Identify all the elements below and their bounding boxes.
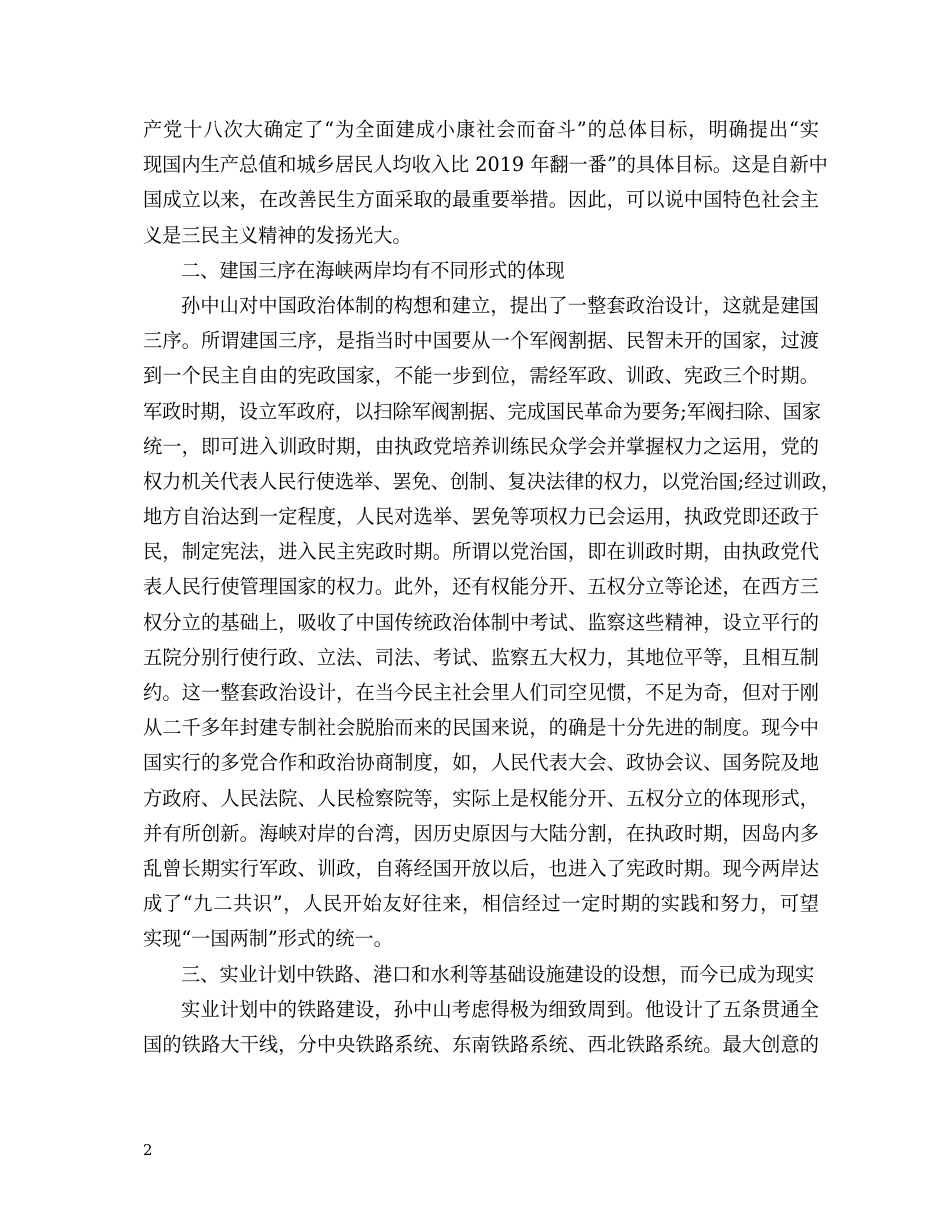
text-line: 国实行的多党合作和政治协商制度，如，人民代表大会、政协会议、国务院及地 <box>143 751 819 775</box>
text-line: 国的铁路大干线，分中央铁路系统、东南铁路系统、西北铁路系统。最大创意的 <box>143 1032 819 1056</box>
text-line: 表人民行使管理国家的权力。此外，还有权能分开、五权分立等论述，在西方三 <box>143 575 819 599</box>
page-number: 2 <box>143 1141 153 1159</box>
text-line: 军政时期，设立军政府，以扫除军阀割据、完成国民革命为要务;军阀扫除、国家 <box>143 399 822 423</box>
text-line: 约。这一整套政治设计，在当今民主社会里人们司空见惯，不足为奇，但对于刚 <box>143 681 819 704</box>
text-line: 义是三民主义精神的发扬光大。 <box>143 223 412 247</box>
text-line: 五院分别行使行政、立法、司法、考试、监察五大权力，其地位平等，且相互制 <box>143 645 819 669</box>
text-line: 国成立以来，在改善民生方面采取的最重要举措。因此，可以说中国特色社会主 <box>143 188 819 212</box>
text-line: 产党十八次大确定了“为全面建成小康社会而奋斗”的总体目标，明确提出“实 <box>143 118 819 141</box>
section-heading: 三、实业计划中铁路、港口和水利等基础设施建设的设想，而今已成为现实 <box>181 962 815 986</box>
text-line: 从二千多年封建专制社会脱胎而来的民国来说，的确是十分先进的制度。现今中 <box>143 716 819 740</box>
text-line: 实业计划中的铁路建设，孙中山考虑得极为细致周到。他设计了五条贯通全 <box>181 997 819 1021</box>
section-heading: 二、建国三序在海峡两岸均有不同形式的体现 <box>181 258 565 282</box>
text-line: 并有所创新。海峡对岸的台湾，因历史原因与大陆分割，在执政时期，因岛内多 <box>143 821 819 845</box>
text-line: 乱曾长期实行军政、训政，自蒋经国开放以后，也进入了宪政时期。现今两岸达 <box>143 856 819 880</box>
text-line: 民，制定宪法，进入民主宪政时期。所谓以党治国，即在训政时期，由执政党代 <box>143 540 819 564</box>
text-line: 成了“九二共识”，人民开始友好往来，相信经过一定时期的实践和努力，可望 <box>143 892 819 916</box>
text-line: 权力机关代表人民行使选举、罢免、创制、复决法律的权力，以党治国;经过训政， <box>143 469 841 493</box>
text-line: 三序。所谓建国三序，是指当时中国要从一个军阀割据、民智未开的国家，过渡 <box>143 329 819 353</box>
text-line: 现国内生产总值和城乡居民人均收入比 2019 年翻一番”的具体目标。这是自新中 <box>143 153 828 177</box>
text-line: 方政府、人民法院、人民检察院等，实际上是权能分开、五权分立的体现形式， <box>143 786 819 810</box>
text-line: 地方自治达到一定程度，人民对选举、罢免等项权力已会运用，执政党即还政于 <box>143 505 819 529</box>
text-line: 实现“一国两制”形式的统一。 <box>143 927 393 951</box>
text-line: 孙中山对中国政治体制的构想和建立，提出了一整套政治设计，这就是建国 <box>181 293 819 317</box>
text-line: 到一个民主自由的宪政国家，不能一步到位，需经军政、训政、宪政三个时期。 <box>143 364 819 388</box>
text-line: 权分立的基础上，吸收了中国传统政治体制中考试、监察这些精神，设立平行的 <box>143 610 819 634</box>
text-line: 统一，即可进入训政时期，由执政党培养训练民众学会并掌握权力之运用，党的 <box>143 434 819 458</box>
body-text <box>143 112 841 1062</box>
